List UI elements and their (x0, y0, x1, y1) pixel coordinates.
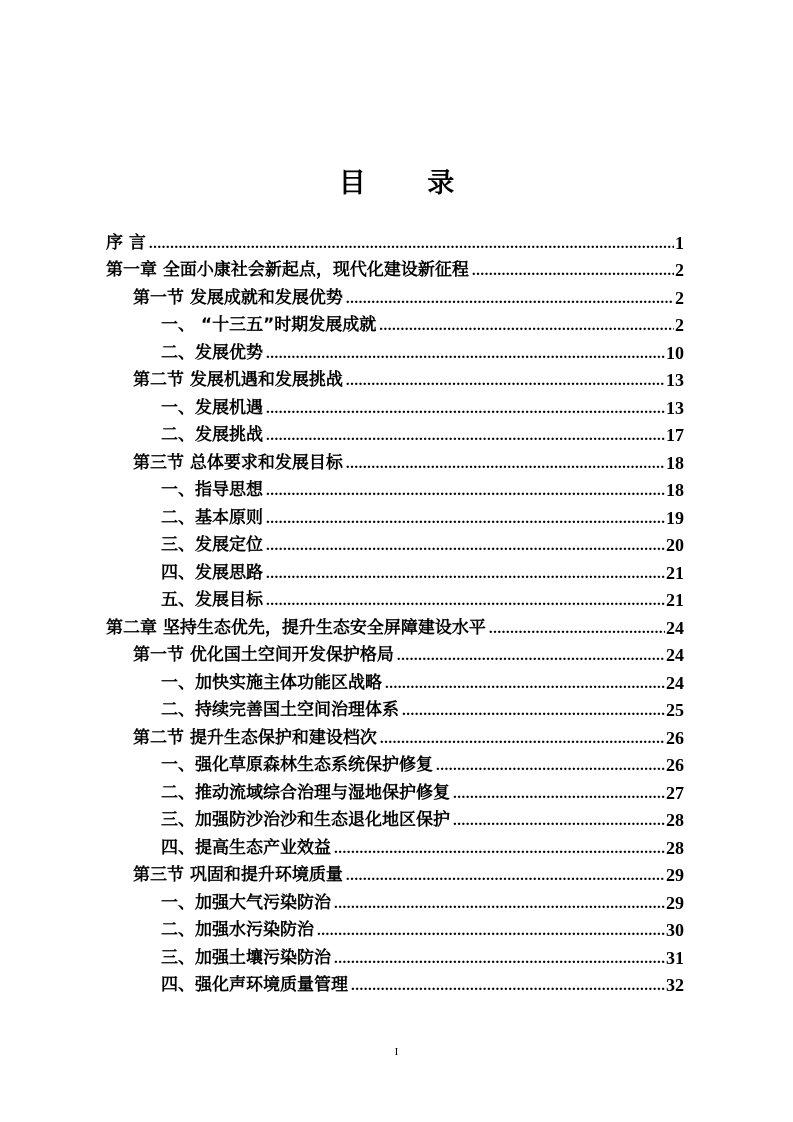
toc-entry-page-number: 28 (666, 810, 684, 830)
dot-leader (266, 591, 665, 611)
toc-entry-title: 四、强化声环境质量管理 (161, 975, 348, 995)
dot-leader (266, 564, 665, 584)
toc-entry-page-number: 30 (666, 920, 684, 940)
page-title: 目 录 (338, 168, 481, 199)
toc-entry-page-number: 10 (666, 342, 684, 363)
toc-entry-page-number: 29 (666, 892, 684, 913)
dot-leader (453, 784, 665, 804)
toc-entry-page-number: 26 (666, 755, 684, 775)
dot-leader (334, 894, 665, 914)
toc-entry[interactable] (106, 831, 684, 859)
toc-entry-page-number: 21 (666, 562, 684, 583)
dot-leader (334, 949, 665, 969)
toc-entry[interactable] (106, 721, 684, 749)
toc-entry[interactable] (106, 886, 684, 914)
toc-entry[interactable] (106, 309, 684, 337)
dot-leader (317, 921, 665, 941)
toc-entry[interactable] (106, 666, 684, 694)
toc-entry[interactable] (106, 749, 684, 777)
toc-entry[interactable] (106, 914, 684, 942)
toc-entry-title: 第一节 优化国土空间开发保护格局 (133, 645, 394, 665)
toc-entry-page-number: 13 (666, 397, 684, 418)
dot-leader (436, 756, 665, 776)
toc-entry-page-number: 21 (666, 590, 684, 610)
toc-entry-page-number: 18 (666, 452, 684, 473)
toc-entry-title: 第三节 总体要求和发展目标 (133, 452, 343, 473)
toc-entry-title: 一、 “十三五”时期发展成就 (161, 315, 377, 335)
toc-entry-title: 三、加强土壤污染防治 (161, 947, 331, 968)
dot-leader (453, 811, 665, 831)
dot-leader (346, 371, 665, 391)
toc-entry-page-number: 2 (675, 260, 684, 280)
toc-entry[interactable] (106, 859, 684, 887)
toc-entry[interactable] (106, 694, 684, 722)
toc-entry-page-number: 27 (666, 782, 684, 803)
toc-entry-page-number: 32 (666, 975, 684, 995)
dot-leader (379, 316, 674, 336)
toc-entry[interactable] (106, 611, 684, 639)
dot-leader (397, 646, 665, 666)
dot-leader (266, 399, 665, 419)
toc-entry-page-number: 2 (675, 315, 684, 335)
toc-entry[interactable] (106, 364, 684, 392)
toc-entry-title: 第二节 提升生态保护和建设档次 (133, 727, 377, 748)
toc-entry[interactable] (106, 336, 684, 364)
dot-leader (351, 976, 665, 996)
toc-entry-page-number: 24 (666, 645, 684, 665)
toc-entry-title: 第二节 发展机遇和发展挑战 (133, 370, 343, 390)
toc-entry[interactable] (106, 639, 684, 667)
toc-entry-title: 序 言 (106, 232, 146, 253)
dot-leader (346, 866, 665, 886)
dot-leader (334, 839, 665, 859)
toc-entry[interactable] (106, 226, 684, 254)
toc-entry-title: 一、加强大气污染防治 (161, 892, 331, 913)
toc-entry-title: 二、发展优势 (161, 342, 263, 363)
toc-entry-page-number: 20 (666, 535, 684, 555)
toc-entry-title: 一、发展机遇 (161, 397, 263, 418)
toc-entry-title: 五、发展目标 (161, 590, 263, 610)
toc-entry[interactable] (106, 254, 684, 282)
toc-entry-page-number: 24 (666, 672, 684, 693)
toc-entry-page-number: 28 (666, 837, 684, 858)
toc-entry-title: 一、指导思想 (161, 480, 263, 500)
toc-entry-page-number: 26 (666, 727, 684, 748)
toc-entry[interactable] (106, 419, 684, 447)
dot-leader (472, 261, 674, 281)
dot-leader (266, 426, 665, 446)
toc-entry[interactable] (106, 584, 684, 612)
toc-entry-title: 第三节 巩固和提升环境质量 (133, 865, 343, 885)
toc-entry-page-number: 25 (666, 700, 684, 720)
toc-entry-title: 四、提高生态产业效益 (161, 837, 331, 858)
toc-entry[interactable] (106, 391, 684, 419)
dot-leader (346, 454, 665, 474)
toc-entry-page-number: 2 (675, 287, 684, 308)
dot-leader (149, 234, 674, 254)
dot-leader (385, 674, 665, 694)
toc-entry-title: 三、发展定位 (161, 535, 263, 555)
dot-leader (380, 729, 665, 749)
toc-entry-title: 二、加强水污染防治 (161, 920, 314, 940)
page-number: I (394, 1046, 399, 1058)
toc-entry-title: 第一节 发展成就和发展优势 (133, 287, 343, 308)
toc-entry-page-number: 18 (666, 480, 684, 500)
dot-leader (402, 701, 665, 721)
dot-leader (489, 619, 665, 639)
toc-entry-page-number: 17 (666, 425, 684, 445)
toc-entry-page-number: 31 (666, 947, 684, 968)
toc-entry[interactable] (106, 969, 684, 997)
toc-entry[interactable] (106, 941, 684, 969)
toc-entry-title: 二、基本原则 (161, 507, 263, 528)
toc-entry-title: 二、持续完善国土空间治理体系 (161, 700, 399, 720)
toc-entry-title: 二、推动流域综合治理与湿地保护修复 (161, 782, 450, 803)
dot-leader (266, 344, 665, 364)
toc-entry-title: 一、加快实施主体功能区战略 (161, 672, 382, 693)
dot-leader (266, 536, 665, 556)
table-of-contents (106, 226, 684, 996)
toc-entry-title: 第二章 坚持生态优先，提升生态安全屏障建设水平 (106, 617, 486, 638)
toc-entry[interactable] (106, 446, 684, 474)
toc-entry-title: 三、加强防沙治沙和生态退化地区保护 (161, 810, 450, 830)
toc-entry-page-number: 29 (666, 865, 684, 885)
toc-entry[interactable] (106, 556, 684, 584)
toc-entry-title: 一、强化草原森林生态系统保护修复 (161, 755, 433, 775)
toc-entry-title: 二、发展挑战 (161, 425, 263, 445)
toc-entry[interactable] (106, 804, 684, 832)
toc-entry-title: 第一章 全面小康社会新起点，现代化建设新征程 (106, 260, 469, 280)
toc-entry[interactable] (106, 501, 684, 529)
toc-entry[interactable] (106, 474, 684, 502)
toc-entry[interactable] (106, 776, 684, 804)
toc-entry-page-number: 1 (675, 232, 684, 253)
toc-entry-page-number: 24 (666, 617, 684, 638)
toc-entry-page-number: 19 (666, 507, 684, 528)
dot-leader (266, 481, 665, 501)
toc-entry-page-number: 13 (666, 370, 684, 390)
toc-entry[interactable] (106, 281, 684, 309)
toc-entry-title: 四、发展思路 (161, 562, 263, 583)
toc-entry[interactable] (106, 529, 684, 557)
dot-leader (346, 289, 674, 309)
dot-leader (266, 509, 665, 529)
